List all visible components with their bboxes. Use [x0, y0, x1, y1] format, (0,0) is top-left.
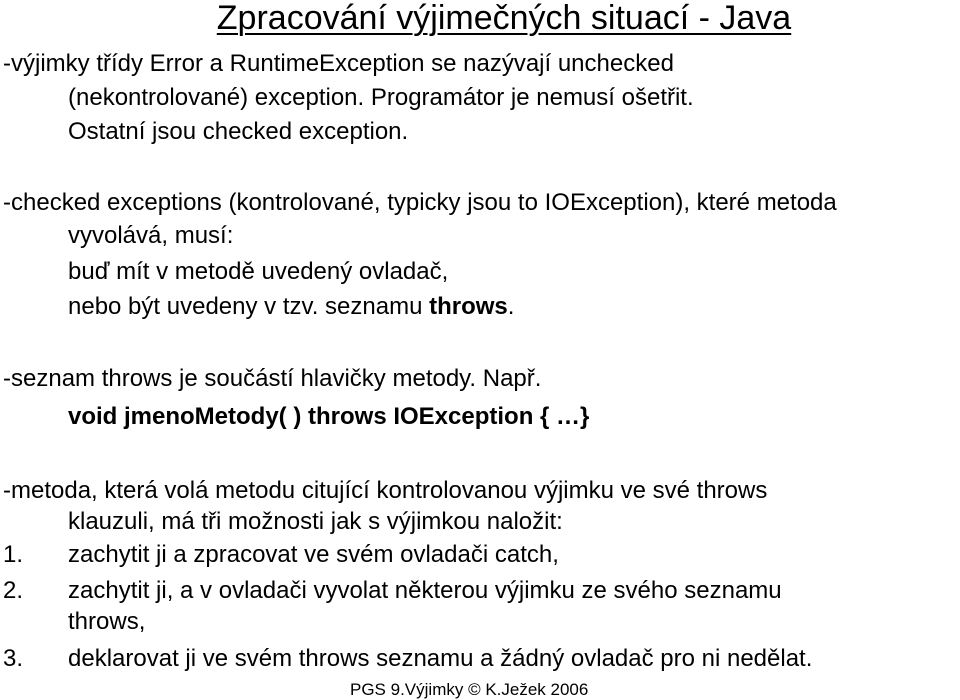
list-item-text: zachytit ji a zpracovat ve svém ovladači catch, — [68, 541, 559, 568]
throws-keyword: throws — [429, 293, 508, 320]
para2-line1: -checked exceptions (kontrolované, typicky jsou to IOException), které metoda — [3, 189, 837, 216]
para2-line3: buď mít v metodě uvedený ovladač, — [68, 258, 449, 285]
code-example: void jmenoMetody( ) throws IOException { …} — [68, 403, 590, 430]
list-number: 1. — [3, 541, 24, 568]
slide-footer: PGS 9.Výjimky © K.Ježek 2006 — [350, 680, 589, 699]
para2-line4-prefix: nebo být uvedeny v tzv. seznamu — [68, 293, 430, 320]
para1-line2: (nekontrolované) exception. Programátor je nemusí ošetřit. — [68, 84, 694, 111]
list-item-text: deklarovat ji ve svém throws seznamu a žádný ovladač pro ni nedělat. — [68, 645, 813, 672]
list-item-text: zachytit ji, a v ovladači vyvolat některou výjimku ze svého seznamu — [68, 577, 782, 604]
list-item-text-continued: throws, — [68, 608, 146, 635]
list-number: 3. — [3, 645, 24, 672]
list-number: 2. — [3, 577, 24, 604]
slide-title: Zpracování výjimečných situací - Java — [216, 0, 792, 37]
para4-line2: klauzuli, má tři možnosti jak s výjimkou naložit: — [68, 508, 563, 535]
para2-line2: vyvolává, musí: — [68, 222, 234, 249]
para4-line1: -metoda, která volá metodu citující kontrolovanou výjimku ve své throws — [3, 477, 768, 504]
para2-line4-suffix: . — [507, 293, 515, 320]
para2-line4 — [68, 293, 514, 321]
para1-line3: Ostatní jsou checked exception. — [68, 118, 409, 145]
para3-line1: -seznam throws je součástí hlavičky metody. Např. — [3, 365, 542, 392]
para1-line1: -výjimky třídy Error a RuntimeException se nazývají unchecked — [3, 50, 674, 77]
